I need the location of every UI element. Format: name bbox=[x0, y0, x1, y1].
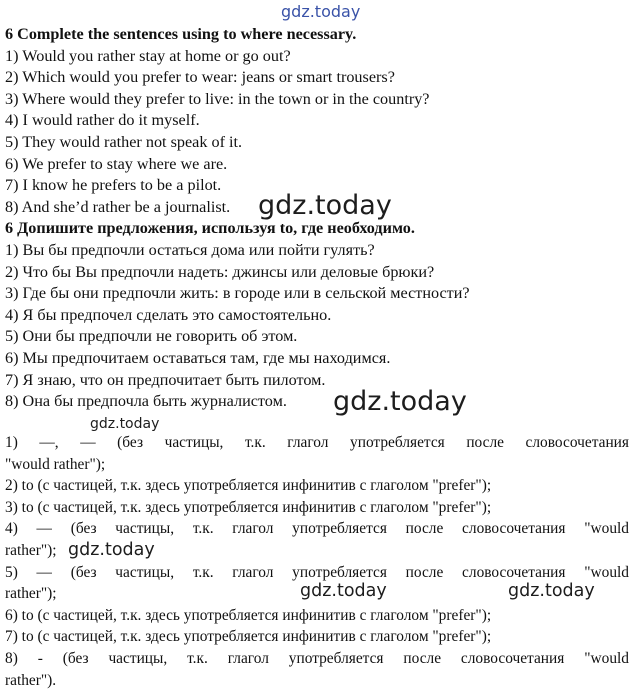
sentence-ru-8: 8) Она бы предпочла быть журналистом. bbox=[5, 392, 287, 411]
sentence-en-3: 3) Where would they prefer to live: in the town or in the country? bbox=[5, 89, 430, 108]
watermark-overlay-3: gdz.today bbox=[90, 416, 160, 432]
watermark-top: gdz.today bbox=[281, 2, 361, 21]
explanation-line-9: 6) to (с частицей, т.к. здесь употребляется инфинитив с глаголом "prefer"); bbox=[5, 606, 492, 624]
sentence-ru-6: 6) Мы предпочитаем оставаться там, где мы находимся. bbox=[5, 348, 391, 367]
sentence-ru-2: 2) Что бы Вы предпочли надеть: джинсы или деловые брюки? bbox=[5, 262, 435, 281]
explanation-line-11: 8) - (без частицы, т.к. глагол употребляется после словосочетания "would bbox=[5, 649, 629, 667]
sentence-en-8: 8) And she’d rather be a journalist. bbox=[5, 197, 231, 216]
sentence-ru-3: 3) Где бы они предпочли жить: в городе или в сельской местности? bbox=[5, 284, 470, 303]
explanations bbox=[5, 432, 629, 691]
explanation-line-10: 7) to (с частицей, т.к. здесь употребляется инфинитив с глаголом "prefer"); bbox=[5, 628, 492, 646]
sentence-en-2: 2) Which would you prefer to wear: jeans or smart trousers? bbox=[5, 68, 395, 87]
sentence-en-4: 4) I would rather do it myself. bbox=[5, 111, 200, 130]
sentence-ru-4: 4) Я бы предпочел сделать это самостоятельно. bbox=[5, 305, 332, 324]
sentence-en-1: 1) Would you rather stay at home or go out? bbox=[5, 46, 291, 65]
explanation-line-8: rather"); bbox=[5, 585, 57, 603]
explanation-line-2: "would rather"); bbox=[5, 455, 106, 473]
watermark-overlay-1: gdz.today bbox=[258, 190, 392, 221]
sentence-en-5: 5) They would rather not speak of it. bbox=[5, 132, 243, 151]
sentence-ru-5: 5) Они бы предпочли не говорить об этом. bbox=[5, 327, 298, 346]
explanation-line-5: 4) — (без частицы, т.к. глагол употребляется после словосочетания "would bbox=[5, 520, 629, 538]
watermark-overlay-5: gdz.today bbox=[300, 581, 387, 601]
sentence-ru-1: 1) Вы бы предпочли остаться дома или пойти гулять? bbox=[5, 240, 375, 259]
explanation-line-4: 3) to (с частицей, т.к. здесь употребляется инфинитив с глаголом "prefer"); bbox=[5, 498, 492, 516]
explanation-line-1: 1) —, — (без частицы, т.к. глагол употребляется после словосочетания bbox=[5, 434, 629, 451]
exercise-heading-en: 6 Complete the sentences using to where necessary. bbox=[5, 25, 357, 43]
explanation-line-7: 5) — (без частицы, т.к. глагол употребляется после словосочетания "would bbox=[5, 563, 629, 581]
sentence-en-6: 6) We prefer to stay where we are. bbox=[5, 154, 228, 173]
watermark-overlay-6: gdz.today bbox=[508, 581, 595, 601]
explanation-line-12: rather"). bbox=[5, 671, 57, 689]
explanation-line-6: rather"); bbox=[5, 541, 57, 559]
watermark-overlay-2: gdz.today bbox=[333, 386, 467, 417]
sentence-ru-7: 7) Я знаю, что он предпочитает быть пилотом. bbox=[5, 370, 326, 389]
watermark-overlay-4: gdz.today bbox=[68, 540, 155, 560]
exercise-heading-ru: 6 Допишите предложения, используя to, где необходимо. bbox=[5, 219, 415, 238]
explanation-line-3: 2) to (с частицей, т.к. здесь употребляется инфинитив с глаголом "prefer"); bbox=[5, 477, 492, 495]
sentence-en-7: 7) I know he prefers to be a pilot. bbox=[5, 176, 222, 195]
